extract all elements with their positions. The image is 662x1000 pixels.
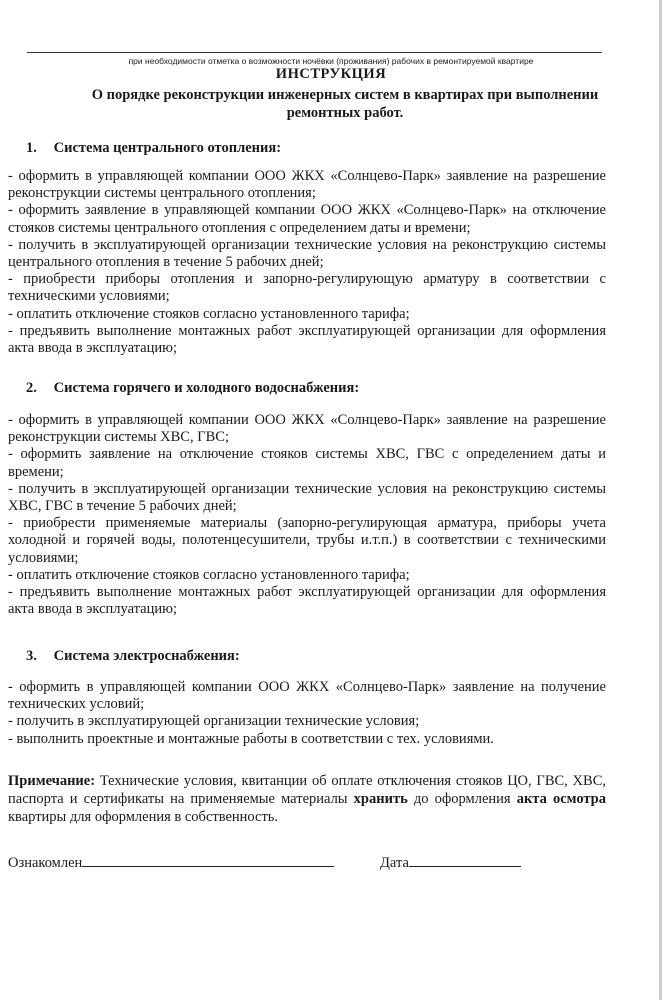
section-title: Система горячего и холодного водоснабжения: xyxy=(53,380,360,396)
note-label: Примечание: xyxy=(8,773,96,789)
section-heading-1 xyxy=(26,140,281,157)
note-paragraph xyxy=(8,772,606,826)
acknowledged-signature-line xyxy=(82,854,334,867)
list-item: - получить в эксплуатирующей организации технические условия; xyxy=(8,713,420,730)
note-text: до оформления xyxy=(407,791,517,807)
list-item: - оплатить отключение стояков согласно установленного тарифа; xyxy=(8,305,410,322)
list-item: - оплатить отключение стояков согласно установленного тарифа; xyxy=(8,566,410,583)
list-item: - приобрести применяемые материалы (запорно-регулирующая арматура, приборы учета холодной и горячей воды, полотенцесушители, трубы и.т.п.) в соответствии с техническими условиями; xyxy=(8,515,606,566)
note-text: Технические условия, квитанции об оплате отключения стояков ЦО, ГВС, ХВС, паспорта и сертификаты на применяемые материалы xyxy=(8,773,606,807)
list-item: - выполнить проектные и монтажные работы в соответствии с тех. условиями. xyxy=(8,730,494,747)
list-item: - оформить заявление в управляющей компании ООО ЖКХ «Солнцево-Парк» на отключение стояков системы центрального отопления с определением даты и времени; xyxy=(8,202,606,236)
section-number: 1. xyxy=(26,140,37,156)
top-note: при необходимости отметка о возможности ночёвки (проживания) рабочих в ремонтируемой квартире xyxy=(128,56,534,66)
section-list-2 xyxy=(8,412,606,618)
list-item: - оформить в управляющей компании ООО ЖКХ «Солнцево-Парк» заявление на разрешение реконструкции системы ХВС, ГВС; xyxy=(8,412,606,446)
list-item: - предъявить выполнение монтажных работ эксплуатирующей организации для оформления акта ввода в эксплуатацию; xyxy=(8,584,606,618)
list-item: - приобрести приборы отопления и запорно-регулирующую арматуру в соответствии с техническими условиями; xyxy=(8,271,606,305)
section-title: Система электроснабжения: xyxy=(53,648,240,664)
section-list-1 xyxy=(8,168,606,357)
list-item: - оформить в управляющей компании ООО ЖКХ «Солнцево-Парк» заявление на получение технических условий; xyxy=(8,679,606,713)
list-item: - оформить в управляющей компании ООО ЖКХ «Солнцево-Парк» заявление на разрешение реконструкции системы центрального отопления; xyxy=(8,168,606,202)
section-title: Система центрального отопления: xyxy=(53,140,282,156)
note-text: квартиры для оформления в собственность. xyxy=(8,809,279,825)
acknowledged-label: Ознакомлен xyxy=(8,855,83,871)
note-emphasis: акта осмотра xyxy=(516,791,606,807)
list-item: - получить в эксплуатирующей организации технические условия на реконструкцию системы центрального отопления в течение 5 рабочих дней; xyxy=(8,236,606,271)
section-number: 2. xyxy=(26,380,37,396)
list-item: - получить в эксплуатирующей организации технические условия на реконструкцию системы ХВС, ГВС в течение 5 рабочих дней; xyxy=(8,480,606,515)
acknowledged-field xyxy=(8,854,334,872)
list-item: - оформить заявление на отключение стояков системы ХВС, ГВС с определением даты и времени; xyxy=(8,446,606,480)
note-emphasis: хранить xyxy=(353,791,408,807)
list-item: - предъявить выполнение монтажных работ эксплуатирующей организации для оформления акта ввода в эксплуатацию; xyxy=(8,322,606,357)
document-subtitle: О порядке реконструкции инженерных систем в квартирах при выполнении ремонтных работ. xyxy=(91,87,599,121)
top-rule xyxy=(27,52,602,53)
section-heading-2 xyxy=(26,380,359,397)
date-label: Дата xyxy=(380,855,409,871)
section-number: 3. xyxy=(26,648,37,664)
section-heading-3 xyxy=(26,648,240,665)
document-title: ИНСТРУКЦИЯ xyxy=(275,66,387,82)
date-line xyxy=(409,854,521,867)
section-list-3 xyxy=(8,679,606,748)
date-field xyxy=(380,854,521,872)
